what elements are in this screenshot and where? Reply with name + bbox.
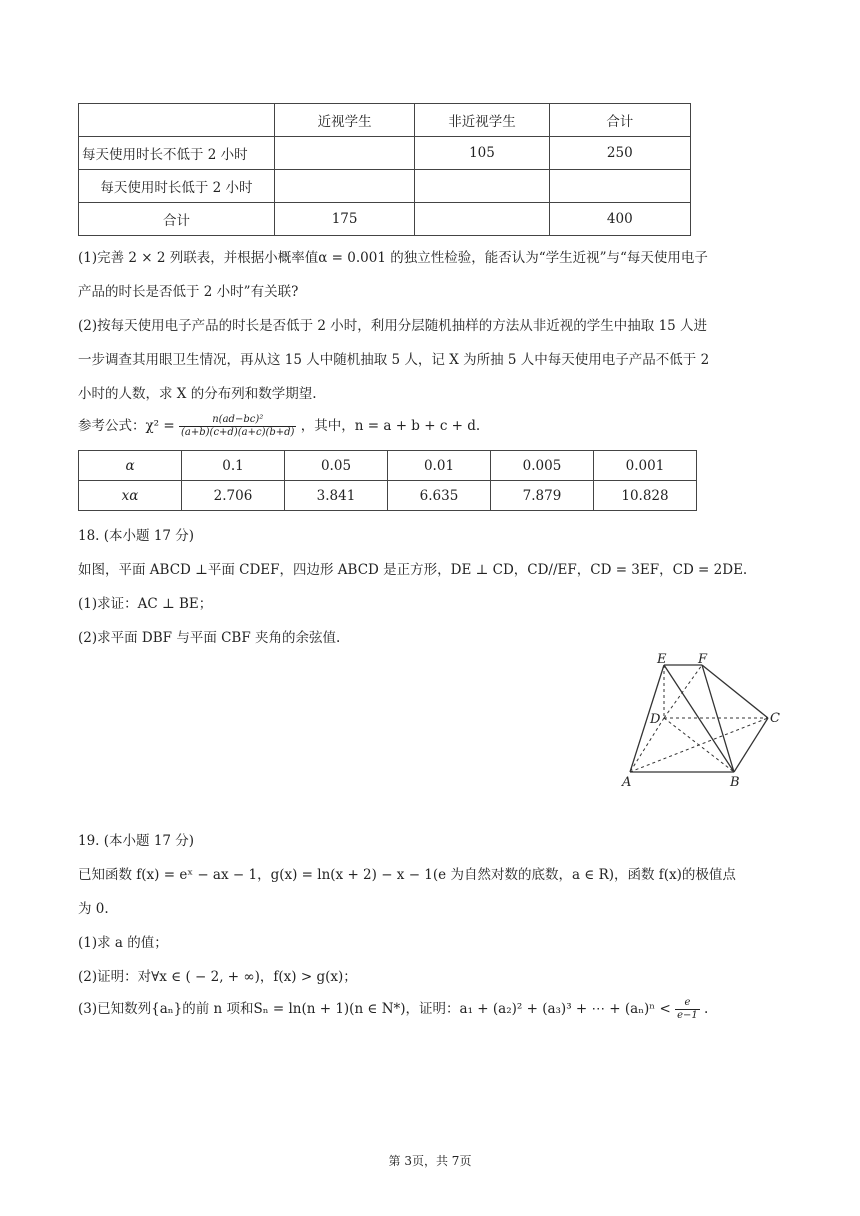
table-row [79, 451, 697, 481]
table-cell [274, 137, 414, 170]
table-cell: 3.841 [285, 481, 388, 511]
table-cell: 0.01 [388, 451, 491, 481]
q19-stem-line1: 已知函数 f(x) = eˣ − ax − 1，g(x) = ln(x + 2) − x − 1(e 为自然对数的底数，a ∈ R)，函数 f(x)的极值点 [78, 867, 736, 883]
table-cell: 近视学生 [274, 104, 414, 137]
q19-part3-numerator: e [675, 997, 700, 1010]
table-cell [415, 170, 549, 203]
table-cell: 每天使用时长低于 2 小时 [79, 170, 275, 203]
table-row [79, 170, 691, 203]
q19-title: 19. (本小题 17 分) [78, 833, 195, 849]
table-cell: 合计 [549, 104, 690, 137]
formula-fraction [179, 414, 296, 439]
label-D: D [650, 712, 661, 727]
table-cell [549, 170, 690, 203]
label-C: C [770, 711, 780, 726]
q19-stem-line2: 为 0. [78, 901, 109, 917]
q19-part3-denominator: e−1 [677, 1010, 698, 1021]
table-row [79, 481, 697, 511]
formula-denominator: (a+b)(c+d)(a+c)(b+d) [181, 427, 295, 438]
critical-value-table [78, 450, 697, 511]
q18-stem: 如图，平面 ABCD ⊥平面 CDEF，四边形 ABCD 是正方形，DE ⊥ CD，CD//EF，CD = 3EF，CD = 2DE. [78, 562, 748, 578]
table-cell: 250 [549, 137, 690, 170]
table-cell: xα [79, 481, 182, 511]
table-cell: 10.828 [594, 481, 697, 511]
table-cell: 每天使用时长不低于 2 小时 [79, 137, 275, 170]
table-cell: 合计 [79, 203, 275, 236]
q19-part3-prefix: (3)已知数列{aₙ}的前 n 项和Sₙ = ln(n + 1)(n ∈ N*)，证明：a₁ + (a₂)² + (a₃)³ + ⋯ + (aₙ)ⁿ < [78, 1001, 671, 1017]
edge-FC [702, 665, 768, 718]
formula-suffix: ，其中，n = a + b + c + d. [300, 418, 481, 434]
table-cell: 0.001 [594, 451, 697, 481]
q17-part2-line3: 小时的人数，求 X 的分布列和数学期望. [78, 386, 317, 402]
reference-formula [78, 414, 480, 439]
q19-part2: (2)证明：对∀x ∈ ( − 2, + ∞)，f(x) > g(x)； [78, 969, 357, 985]
q17-part1-line2: 产品的时长是否低于 2 小时”有关联? [78, 284, 299, 300]
q19-part1: (1)求 a 的值； [78, 935, 168, 951]
edge-BC [734, 718, 768, 772]
formula-prefix: 参考公式：χ² = [78, 418, 175, 434]
table-cell: 175 [274, 203, 414, 236]
table-cell: 7.879 [491, 481, 594, 511]
table-cell: 400 [549, 203, 690, 236]
table-cell: 非近视学生 [415, 104, 549, 137]
table-row [79, 137, 691, 170]
table-cell: 0.05 [285, 451, 388, 481]
table-cell: α [79, 451, 182, 481]
table-cell [274, 170, 414, 203]
table-cell: 6.635 [388, 481, 491, 511]
label-F: F [698, 652, 708, 667]
formula-numerator: n(ad−bc)² [179, 414, 296, 427]
q18-part2: (2)求平面 DBF 与平面 CBF 夹角的余弦值. [78, 630, 341, 646]
table-cell [79, 104, 275, 137]
table-cell: 105 [415, 137, 549, 170]
label-B: B [730, 775, 740, 790]
table-row [79, 104, 691, 137]
table-cell [415, 203, 549, 236]
label-A: A [622, 775, 632, 790]
q17-part2-line1: (2)按每天使用电子产品的时长是否低于 2 小时，利用分层随机抽样的方法从非近视的学生中抽取 15 人进 [78, 318, 708, 334]
table-row [79, 203, 691, 236]
contingency-table [78, 103, 691, 236]
geometry-figure [612, 650, 792, 792]
table-cell: 2.706 [182, 481, 285, 511]
q17-part2-line2: 一步调查其用眼卫生情况，再从这 15 人中随机抽取 5 人，记 X 为所抽 5 人中每天使用电子产品不低于 2 [78, 352, 710, 368]
q19-part3-suffix: . [704, 1001, 709, 1017]
table-cell: 0.1 [182, 451, 285, 481]
q19-part3-fraction [675, 997, 700, 1022]
label-E: E [657, 652, 667, 667]
table-cell: 0.005 [491, 451, 594, 481]
page-footer: 第 3页，共 7页 [388, 1154, 472, 1168]
q17-part1-line1: (1)完善 2 × 2 列联表，并根据小概率值α = 0.001 的独立性检验，能否认为“学生近视”与“每天使用电子 [78, 250, 708, 266]
q18-part1: (1)求证：AC ⊥ BE； [78, 596, 213, 612]
q19-part3 [78, 997, 708, 1022]
edge-EB [664, 665, 734, 772]
q18-title: 18. (本小题 17 分) [78, 528, 195, 544]
